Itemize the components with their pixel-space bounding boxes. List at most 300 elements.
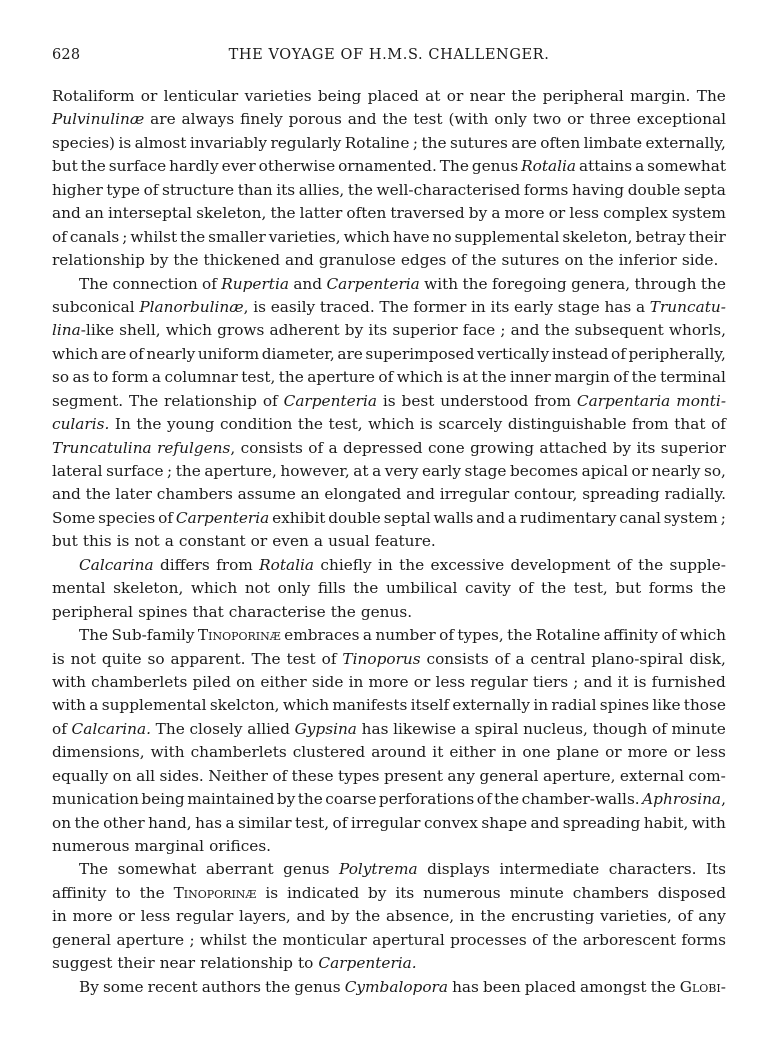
word: the <box>638 555 664 574</box>
text-line <box>52 812 726 835</box>
word: genus <box>294 977 341 996</box>
word: form <box>111 368 149 387</box>
word: have <box>392 227 430 246</box>
word: in <box>501 743 517 762</box>
word: (with <box>448 110 489 129</box>
text-line <box>52 226 726 249</box>
word: test <box>413 110 443 129</box>
word: a <box>635 297 646 316</box>
word: a <box>89 696 99 715</box>
word: diameter, <box>261 344 335 363</box>
word: Carpenteria <box>175 508 270 527</box>
word: the <box>139 883 165 902</box>
word: and <box>510 321 540 340</box>
word: minute <box>509 883 564 902</box>
word: The <box>79 626 109 645</box>
word: not <box>244 579 271 598</box>
word: more <box>368 672 409 691</box>
word: Cymbalopora <box>344 977 448 996</box>
word: smaller <box>208 227 266 246</box>
text-line <box>52 132 726 155</box>
word: which <box>52 344 99 363</box>
word: but <box>52 157 78 176</box>
word: or <box>140 87 158 105</box>
word: is <box>633 672 647 691</box>
word: the <box>270 204 296 223</box>
word: but <box>615 579 642 598</box>
text-line <box>52 788 726 811</box>
word: development <box>510 555 611 574</box>
word: becomes <box>510 462 579 480</box>
word: that <box>674 415 706 434</box>
word: having <box>571 180 625 199</box>
text-line <box>52 905 726 928</box>
word: aperture <box>116 930 185 949</box>
word: genus <box>283 860 330 879</box>
word: is <box>420 415 433 434</box>
word: suggest <box>52 954 113 973</box>
word: and <box>406 485 435 504</box>
word: spines <box>138 602 188 621</box>
text-line <box>52 835 726 858</box>
word: at <box>353 462 369 480</box>
word: the <box>462 274 488 293</box>
word: allies, <box>298 180 345 199</box>
word: it <box>617 672 629 691</box>
word: apertural <box>372 930 445 949</box>
text-line <box>52 601 726 624</box>
word: the <box>382 110 408 129</box>
word: not <box>70 649 96 668</box>
word: of <box>476 790 492 809</box>
word: either <box>449 743 496 762</box>
word: quite <box>101 649 142 668</box>
word: invariably <box>189 133 267 152</box>
word: absence, <box>385 907 455 926</box>
word: Carpenteria. <box>318 954 417 973</box>
word: by <box>612 438 632 457</box>
word: the <box>355 907 381 926</box>
word: interseptal <box>107 204 193 223</box>
word: manifests <box>332 696 408 715</box>
word: in <box>348 672 364 691</box>
word: encrusting <box>511 907 595 926</box>
word: to <box>298 954 314 973</box>
word: near <box>469 87 505 105</box>
word: test, <box>328 415 363 434</box>
word: forms <box>523 180 569 199</box>
word: likewise <box>393 719 457 738</box>
text-line <box>52 530 726 553</box>
word: relationship <box>200 954 293 973</box>
word: and <box>530 813 560 832</box>
word: less <box>140 907 171 926</box>
text-line <box>52 952 726 975</box>
word: genus <box>471 157 519 176</box>
word: the <box>511 87 537 105</box>
word: which <box>368 415 415 434</box>
word: inner <box>509 368 551 387</box>
word: the <box>278 368 304 387</box>
word: disk, <box>689 649 726 668</box>
word: exhibit <box>272 508 326 527</box>
word: former <box>413 297 467 316</box>
word: young <box>167 415 215 434</box>
word: on <box>236 672 256 691</box>
word: usual <box>328 532 370 551</box>
word: excessive <box>430 555 505 574</box>
word: porous <box>288 110 342 129</box>
word: rudimentary <box>519 508 617 527</box>
text-line <box>52 483 726 506</box>
word: similar <box>238 813 292 832</box>
word: stage <box>464 462 507 480</box>
word: surface <box>106 462 164 480</box>
word: of <box>613 368 629 387</box>
word: Carpentaria <box>576 391 671 410</box>
word: the <box>700 579 726 598</box>
word: no <box>432 227 452 246</box>
word: the <box>650 977 676 996</box>
word: or <box>631 462 649 480</box>
word: marginal <box>134 837 205 855</box>
word: Tinoporinæ <box>173 883 257 902</box>
word: of <box>616 555 632 574</box>
word: the <box>265 977 291 996</box>
word: walls <box>433 508 474 527</box>
word: latter <box>299 204 343 223</box>
word: sides. <box>159 766 204 785</box>
word: chamberlets <box>190 743 287 762</box>
word: being <box>141 790 185 809</box>
word: easily <box>270 297 316 316</box>
word: is <box>382 391 396 410</box>
word: regular <box>470 672 528 691</box>
word: ; <box>122 227 128 246</box>
word: vertically <box>476 344 550 363</box>
word: ornamented. <box>338 157 437 176</box>
word: Calcarina <box>79 555 154 574</box>
word: skelcton, <box>209 696 280 715</box>
word: the <box>180 227 206 246</box>
word: clustered <box>292 743 366 762</box>
word: of <box>52 719 67 738</box>
word: is <box>265 883 279 902</box>
word: the <box>480 907 506 926</box>
word: coarse <box>325 790 377 809</box>
word: has <box>452 977 479 996</box>
word: surface <box>108 157 167 176</box>
word: ever <box>221 157 256 176</box>
word: of <box>308 438 324 457</box>
word: somewhat <box>117 860 197 879</box>
word: their <box>688 227 726 246</box>
word: shape <box>481 813 528 832</box>
word: the <box>136 415 162 434</box>
word: spreading <box>582 485 660 504</box>
word: edges <box>400 251 447 270</box>
word: often <box>540 133 581 152</box>
word: exceptional <box>636 110 726 129</box>
word: stage <box>557 297 600 316</box>
word: aberrant <box>205 860 274 879</box>
word: the <box>588 251 614 270</box>
word: the <box>252 930 278 949</box>
word: lenticular <box>163 87 239 105</box>
word: only <box>277 579 311 598</box>
word: Pulvinulinæ <box>52 110 145 129</box>
word: numerous <box>52 837 130 855</box>
word: chambers <box>572 883 649 902</box>
body-text <box>52 85 726 999</box>
word: being <box>317 87 362 105</box>
word: test <box>286 649 316 668</box>
word: the <box>80 157 106 176</box>
word: regular <box>175 907 234 926</box>
word: plano-spiral <box>591 649 684 668</box>
word: a <box>635 157 645 176</box>
word: of <box>677 907 693 926</box>
word: more <box>72 907 113 926</box>
word: skeleton, <box>196 204 267 223</box>
word: By <box>79 977 99 996</box>
word: or <box>446 87 464 105</box>
word: irregular <box>439 485 510 504</box>
text-line <box>52 976 726 999</box>
word: has <box>195 813 222 832</box>
word: an <box>300 485 320 504</box>
text-line <box>52 390 726 413</box>
word: system <box>671 204 726 223</box>
word: and <box>583 672 613 691</box>
word: one <box>522 743 551 762</box>
word: of <box>611 344 626 363</box>
word: somewhat <box>647 157 726 176</box>
word: or <box>567 110 584 129</box>
word: spreading <box>562 813 641 832</box>
word: terminal <box>660 368 726 387</box>
word: all <box>136 766 156 785</box>
text-line <box>52 741 726 764</box>
word: otherwise <box>258 157 336 176</box>
word: to <box>115 883 131 902</box>
word: a <box>151 368 162 387</box>
word: however, <box>280 462 350 480</box>
word: a <box>515 649 525 668</box>
text-line <box>52 202 726 225</box>
word: on <box>564 251 584 270</box>
word: sutures <box>449 133 508 152</box>
text-line <box>52 413 726 436</box>
word: their <box>117 954 155 973</box>
text-line <box>52 249 726 272</box>
word: of <box>494 649 510 668</box>
word: of <box>532 930 547 949</box>
word: the <box>544 321 570 340</box>
word: externally <box>452 696 531 715</box>
word: apical <box>581 462 628 480</box>
word: limbate <box>583 133 643 152</box>
word: uniform <box>197 344 260 363</box>
word: its <box>490 297 510 316</box>
word: nearly <box>146 344 196 363</box>
word: placed <box>367 87 419 105</box>
word: general <box>52 930 112 949</box>
word: or <box>548 204 566 223</box>
word: by <box>468 204 488 223</box>
word: the <box>631 368 657 387</box>
word: the <box>297 415 323 434</box>
word: recent <box>147 977 198 996</box>
word: best <box>401 391 435 410</box>
word: arborescent <box>582 930 677 949</box>
word: of <box>321 649 337 668</box>
word: by <box>149 251 169 270</box>
word: forms <box>648 579 694 598</box>
word: constant <box>178 532 246 551</box>
word: a <box>362 626 372 645</box>
word: of <box>439 626 454 645</box>
word: to <box>92 368 109 387</box>
word: distinguishable <box>507 415 627 434</box>
word: but <box>52 532 78 551</box>
word: a <box>507 508 518 527</box>
word: authors <box>201 977 262 996</box>
word: so <box>147 649 165 668</box>
word: attains <box>579 157 633 176</box>
word: the <box>541 579 567 598</box>
running-title: THE VOYAGE OF H.M.S. CHALLENGER. <box>228 47 550 63</box>
word: plane <box>556 743 600 762</box>
word: Carpenteria <box>283 391 377 410</box>
word: the <box>297 790 323 809</box>
word: minute <box>671 719 726 738</box>
word: the <box>507 626 533 645</box>
word: itself <box>410 696 450 715</box>
word: umbilical <box>385 579 458 598</box>
word: with <box>52 696 86 715</box>
word: the <box>399 555 425 574</box>
word: supplemental <box>101 696 207 715</box>
word: genera, <box>571 274 631 293</box>
word: lina-like <box>52 321 115 340</box>
word: Rotaline <box>535 626 601 645</box>
word: aperture, <box>542 766 616 785</box>
word: Planorbulinæ, <box>139 297 249 316</box>
word: so, <box>703 462 726 480</box>
word: not <box>134 532 160 551</box>
word: feature. <box>374 532 436 551</box>
word: spiral <box>474 719 519 738</box>
word: are <box>100 344 127 363</box>
word: depressed <box>343 438 423 457</box>
word: of <box>128 344 144 363</box>
word: or <box>673 743 691 762</box>
word: is <box>52 649 65 668</box>
word: allied <box>247 719 290 738</box>
word: The <box>79 860 109 879</box>
word: by <box>276 790 296 809</box>
word: supplemental <box>454 227 560 246</box>
word: foregoing <box>491 274 567 293</box>
word: of <box>378 368 394 387</box>
running-head <box>52 47 726 67</box>
word: its <box>395 883 415 902</box>
word: mental <box>52 579 106 598</box>
word: which <box>282 696 330 715</box>
word: monticular <box>282 930 367 949</box>
word: ; <box>189 930 195 949</box>
word: sutures <box>501 251 560 270</box>
word: maintained <box>187 790 275 809</box>
word: with <box>52 672 86 691</box>
word: Tinoporus <box>342 649 421 668</box>
word: ; <box>167 462 173 480</box>
word: in <box>533 696 549 715</box>
word: superimposed <box>365 344 475 363</box>
word: system <box>663 508 718 527</box>
word: chambers <box>156 485 233 504</box>
word: spines <box>599 696 650 715</box>
word: characterise <box>228 602 326 621</box>
text-line <box>52 858 726 881</box>
word: is <box>253 297 266 316</box>
word: the <box>175 462 201 480</box>
word: ; <box>412 133 419 152</box>
word: hand, <box>148 813 192 832</box>
word: Rotalia <box>521 157 577 176</box>
word: com- <box>688 766 726 785</box>
word: and <box>296 907 326 926</box>
word: more <box>504 204 545 223</box>
word: chamber-walls. <box>521 790 640 809</box>
word: subsequent <box>574 321 664 340</box>
word: type <box>106 180 140 199</box>
word: through <box>634 274 697 293</box>
word: test, <box>295 813 330 832</box>
word: supple- <box>669 555 726 574</box>
word: superior <box>392 321 458 340</box>
word: embraces <box>284 626 360 645</box>
word: lateral <box>52 462 103 480</box>
word: of <box>661 626 677 645</box>
word: and <box>52 204 81 223</box>
text-line <box>52 366 726 389</box>
word: cone <box>427 438 465 457</box>
word: affinity <box>603 626 659 645</box>
word: Carpenteria <box>326 274 420 293</box>
word: even <box>272 532 309 551</box>
word: The <box>251 649 281 668</box>
word: traversed <box>390 204 465 223</box>
text-line <box>52 437 726 460</box>
word: Neither <box>208 766 268 785</box>
word: aperture <box>307 368 375 387</box>
word: higher <box>52 180 103 199</box>
word: the <box>347 180 373 199</box>
word: whilst <box>130 227 178 246</box>
word: varieties, <box>600 907 672 926</box>
word: instead <box>551 344 609 363</box>
word: condition <box>219 415 293 434</box>
word: skeleton, <box>562 227 633 246</box>
word: indicated <box>287 883 360 902</box>
word: by <box>368 883 387 902</box>
word: thickened <box>203 251 280 270</box>
word: which <box>165 321 212 340</box>
word: is <box>118 133 132 152</box>
word: this <box>82 532 112 551</box>
